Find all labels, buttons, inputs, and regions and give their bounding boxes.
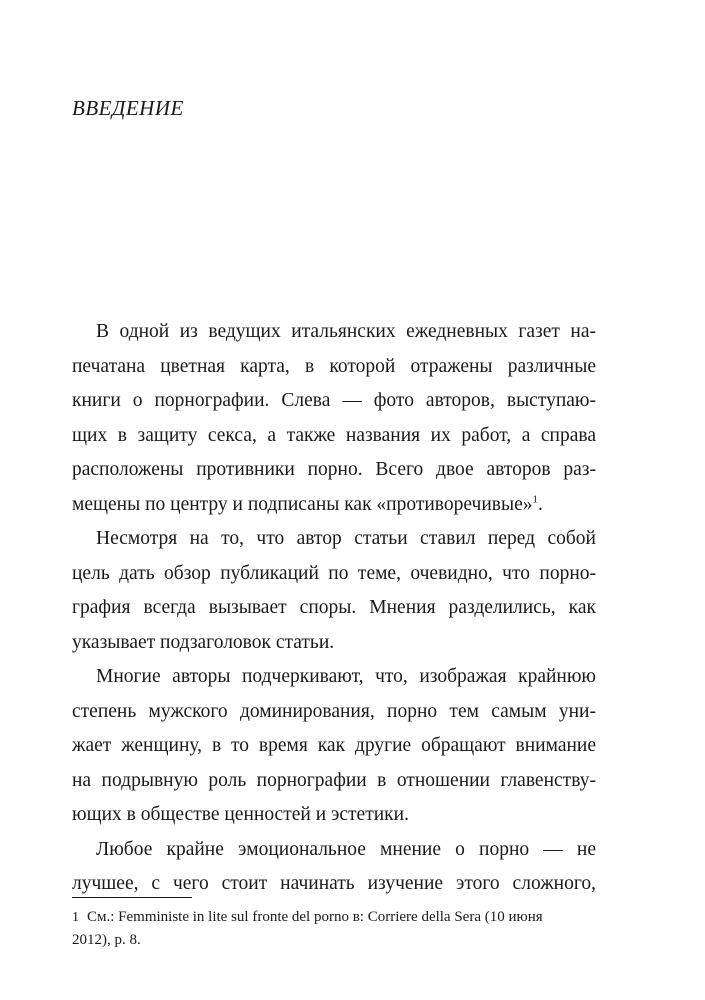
footnote-ref[interactable]: 1	[532, 493, 538, 505]
text-line: ющих в обществе ценностей и эстетики.	[72, 804, 409, 825]
text-line: степень мужского доминирования, порно тем самым уни-	[72, 700, 596, 722]
footnote-line: 2012), p. 8.	[72, 932, 141, 948]
text-line: указывает подзаголовок статьи.	[72, 631, 335, 653]
text-line: Многие авторы подчеркивают, что, изображая крайнюю	[96, 666, 596, 687]
text-line: жает женщину, в то время как другие обращают внимание	[72, 735, 596, 756]
text-line: лучшее, с чего стоит начинать изучение этого сложного,	[72, 873, 596, 894]
text-line: расположены противники порно. Всего двое авторов раз-	[72, 459, 596, 480]
text-line-content: мещены по центру и подписаны как «противоречивые»	[72, 493, 533, 515]
text-line-last: мещены по центру и подписаны как «противоречивые»$^1$.	[72, 493, 543, 515]
text-line: В одной из ведущих итальянских ежедневных газет на-	[96, 321, 596, 342]
footnote-number: 1	[72, 910, 79, 925]
text-line: Несмотря на то, что автор статьи ставил перед собой	[96, 528, 596, 549]
body-text	[72, 315, 596, 902]
footnote-line	[72, 906, 596, 929]
text-line: графия всегда вызывает споры. Мнения разделились, как	[72, 597, 596, 618]
text-line: цель дать обзор публикаций по теме, очевидно, что порно-	[72, 562, 596, 584]
text-line: щих в защиту секса, а также названия их работ, а справа	[72, 424, 596, 446]
text-line: печатана цветная карта, в которой отражены различные	[72, 355, 596, 377]
text-line: книги о порнографии. Слева — фото авторов, выступаю-	[72, 390, 596, 411]
chapter-heading: ВВЕДЕНИЕ	[72, 96, 184, 120]
footnote-text: См.: Femministe in lite sul fronte del porno в: Corriere della Sera (10 июня	[87, 909, 543, 925]
footnote-divider	[72, 897, 192, 898]
footnote	[72, 906, 596, 951]
text-line: на подрывную роль порнографии в отношении главенству-	[72, 769, 596, 791]
text-line: Любое крайне эмоциональное мнение о порно — не	[96, 838, 596, 860]
